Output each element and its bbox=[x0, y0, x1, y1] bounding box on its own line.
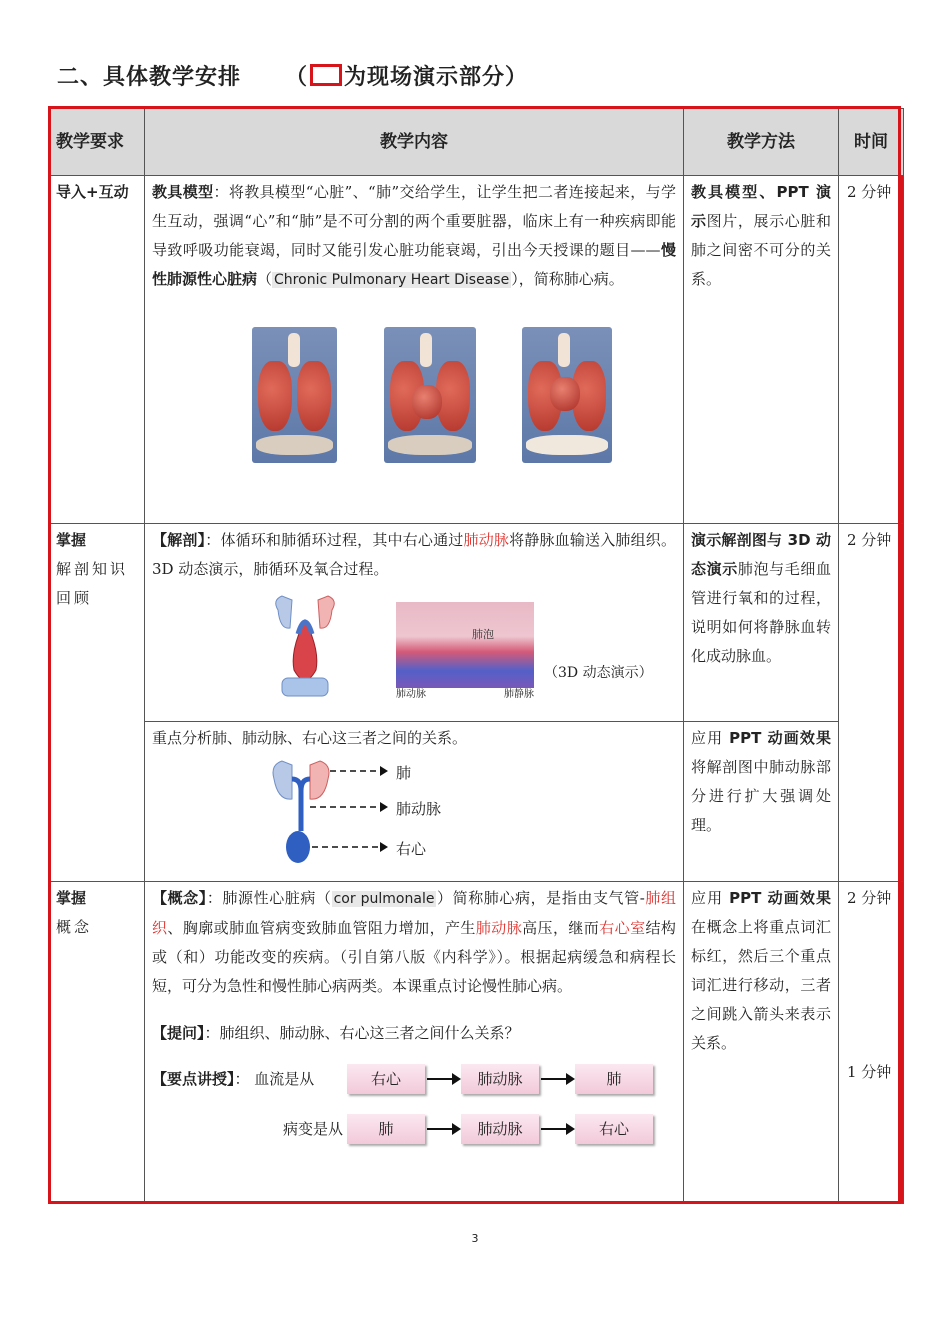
requirement-level: 掌握 bbox=[56, 889, 87, 907]
time-value: 2 分钟 bbox=[847, 889, 892, 907]
method-text: 将解剖图中肺动脉部分进行扩大强调处理。 bbox=[691, 758, 831, 834]
method-text: 应用 bbox=[691, 729, 730, 747]
keyword: 【提问】 bbox=[152, 1024, 205, 1042]
content-text: ：体循环和肺循环过程，其中右心通过 bbox=[205, 531, 464, 549]
lung-artery-heart-diagram bbox=[270, 757, 390, 877]
arrow-icon bbox=[541, 1128, 573, 1130]
flow-step: 右心 bbox=[347, 1064, 425, 1094]
method-cell bbox=[684, 722, 839, 882]
page-number: 3 bbox=[471, 1232, 479, 1245]
requirement-cell bbox=[49, 176, 145, 524]
circulation-diagram bbox=[270, 590, 340, 702]
flow-step: 肺 bbox=[575, 1064, 653, 1094]
table-row bbox=[49, 524, 904, 722]
header-row bbox=[49, 109, 904, 176]
requirement-text: 导入+互动 bbox=[56, 183, 129, 201]
time-value: 1 分钟 bbox=[847, 1063, 892, 1081]
english-term: cor pulmonale bbox=[333, 891, 435, 907]
heart-lung-model-image bbox=[384, 327, 476, 463]
anatomy-figures bbox=[152, 590, 676, 702]
title-text: 二、具体教学安排 bbox=[57, 65, 242, 90]
live-demo-marker bbox=[310, 64, 342, 86]
keyword: 【概念】 bbox=[152, 889, 207, 907]
lesson-topic: 慢性肺源性心脏病 bbox=[152, 241, 676, 288]
highlight-term: 肺组织 bbox=[152, 889, 676, 937]
method-text: 应用 bbox=[691, 889, 730, 907]
content-text: ）简称肺心病，是指由支气管- bbox=[436, 889, 645, 907]
highlight-term: 右心室 bbox=[599, 919, 646, 937]
requirement-text: 概念 bbox=[56, 918, 93, 936]
pulmonary-vein-label: 肺静脉 bbox=[504, 689, 534, 700]
method-keyword: PPT 动画效果 bbox=[729, 729, 831, 747]
content-cell bbox=[145, 524, 684, 722]
highlight-term: 肺动脉 bbox=[475, 919, 523, 937]
method-cell bbox=[684, 176, 839, 524]
alveolus-3d-image bbox=[396, 602, 534, 688]
blood-flow-sequence bbox=[152, 1064, 676, 1094]
flow-step: 肺 bbox=[347, 1114, 425, 1144]
keyword: 【要点讲授】 bbox=[152, 1069, 235, 1088]
pulmonary-artery-label: 肺动脉 bbox=[396, 689, 426, 700]
right-heart-label: 右心 bbox=[396, 840, 427, 858]
pulmonary-artery-label: 肺动脉 bbox=[396, 800, 442, 818]
col-header-content: 教学内容 bbox=[145, 109, 684, 176]
method-keyword: PPT 动画效果 bbox=[729, 889, 831, 907]
method-text: 在概念上将重点词汇标红，然后三个重点词汇进行移动，三者之间跳入箭头来表示关系。 bbox=[691, 918, 831, 1052]
section-title bbox=[57, 60, 528, 91]
method-text: 图片，展示心脏和肺之间密不可分的关系。 bbox=[691, 212, 831, 288]
question-text: ：肺组织、肺动脉、右心这三者之间什么关系？ bbox=[204, 1024, 520, 1042]
english-term: Chronic Pulmonary Heart Disease bbox=[274, 272, 510, 288]
method-cell bbox=[684, 882, 839, 1204]
content-cell bbox=[145, 176, 684, 524]
model-photos bbox=[252, 327, 612, 463]
method-keyword: 教具模型、PPT 演示 bbox=[691, 183, 831, 230]
heart-lung-model-image bbox=[252, 327, 337, 463]
demo-3d-label: （3D 动态演示） bbox=[544, 665, 653, 681]
requirement-cell bbox=[49, 882, 145, 1204]
content-cell bbox=[145, 882, 684, 1204]
content-text: 将静脉血输送入肺组织。3D 动态演示，肺循环及氧合过程。 bbox=[152, 531, 676, 578]
time-cell bbox=[839, 882, 904, 1204]
relation-diagram bbox=[152, 757, 676, 877]
content-text: 结构或（和）功能改变的疾病。（引自第八版《内科学》）。根据起病缓急和病程长短，可分为急性和慢性肺心病两类。本课重点讨论慢性肺心病。 bbox=[152, 919, 676, 995]
title-paren: （ bbox=[285, 65, 309, 90]
time-cell: 2 分钟 bbox=[839, 176, 904, 524]
table-row bbox=[49, 722, 904, 882]
table-row bbox=[49, 882, 904, 1204]
arrow-icon bbox=[427, 1128, 459, 1130]
title-note: 为现场演示部分） bbox=[344, 65, 529, 90]
content-text: ：将教具模型“心脏”、“肺”交给学生，让学生把二者连接起来，与学生互动，强调“心”和“肺”是不可分割的两个重要脏器，临床上有一种疾病即能导致呼吸功能衰竭，同时又能引发心脏功能衰竭，引出今天授课的题目—— bbox=[152, 183, 676, 259]
flow-step: 右心 bbox=[575, 1114, 653, 1144]
alveolus-label: 肺泡 bbox=[472, 628, 494, 641]
time-cell: 2 分钟 bbox=[839, 524, 904, 882]
flow-step: 肺动脉 bbox=[461, 1114, 539, 1144]
teaching-plan-table bbox=[48, 108, 904, 1204]
content-cell bbox=[145, 722, 684, 882]
arrow-icon bbox=[427, 1078, 459, 1080]
keyword: 【解剖】 bbox=[152, 531, 206, 549]
lesion-sequence bbox=[152, 1114, 676, 1144]
method-cell bbox=[684, 524, 839, 722]
col-header-method: 教学方法 bbox=[684, 109, 839, 176]
content-text: ），简称肺心病。 bbox=[511, 270, 624, 288]
table-row bbox=[49, 176, 904, 524]
requirement-cell bbox=[49, 524, 145, 882]
flow-lead-text: ： 血流是从 bbox=[234, 1069, 315, 1088]
content-text: （ bbox=[257, 270, 273, 288]
content-text: 高压，继而 bbox=[522, 919, 600, 937]
content-text: 重点分析肺、肺动脉、右心这三者之间的关系。 bbox=[152, 729, 468, 747]
lung-label: 肺 bbox=[396, 764, 412, 782]
highlight-term: 肺动脉 bbox=[463, 531, 510, 549]
arrow-icon bbox=[541, 1078, 573, 1080]
flow-step: 肺动脉 bbox=[461, 1064, 539, 1094]
content-text: ：肺源性心脏病（ bbox=[206, 889, 332, 907]
col-header-time: 时间 bbox=[839, 109, 904, 176]
method-keyword: 演示解剖图与 3D 动态演示 bbox=[691, 531, 831, 578]
content-text: 、胸廓或肺血管病变致肺血管阻力增加，产生 bbox=[167, 919, 476, 937]
heart-lung-model-image bbox=[522, 327, 612, 463]
requirement-level: 掌握 bbox=[56, 531, 87, 549]
keyword: 教具模型 bbox=[152, 183, 214, 201]
flow-lead-text: 病变是从 bbox=[282, 1119, 343, 1138]
requirement-text: 解剖知识回顾 bbox=[56, 560, 129, 607]
method-text: 肺泡与毛细血管进行氧和的过程，说明如何将静脉血转化成动脉血。 bbox=[691, 560, 831, 665]
col-header-requirement: 教学要求 bbox=[49, 109, 145, 176]
